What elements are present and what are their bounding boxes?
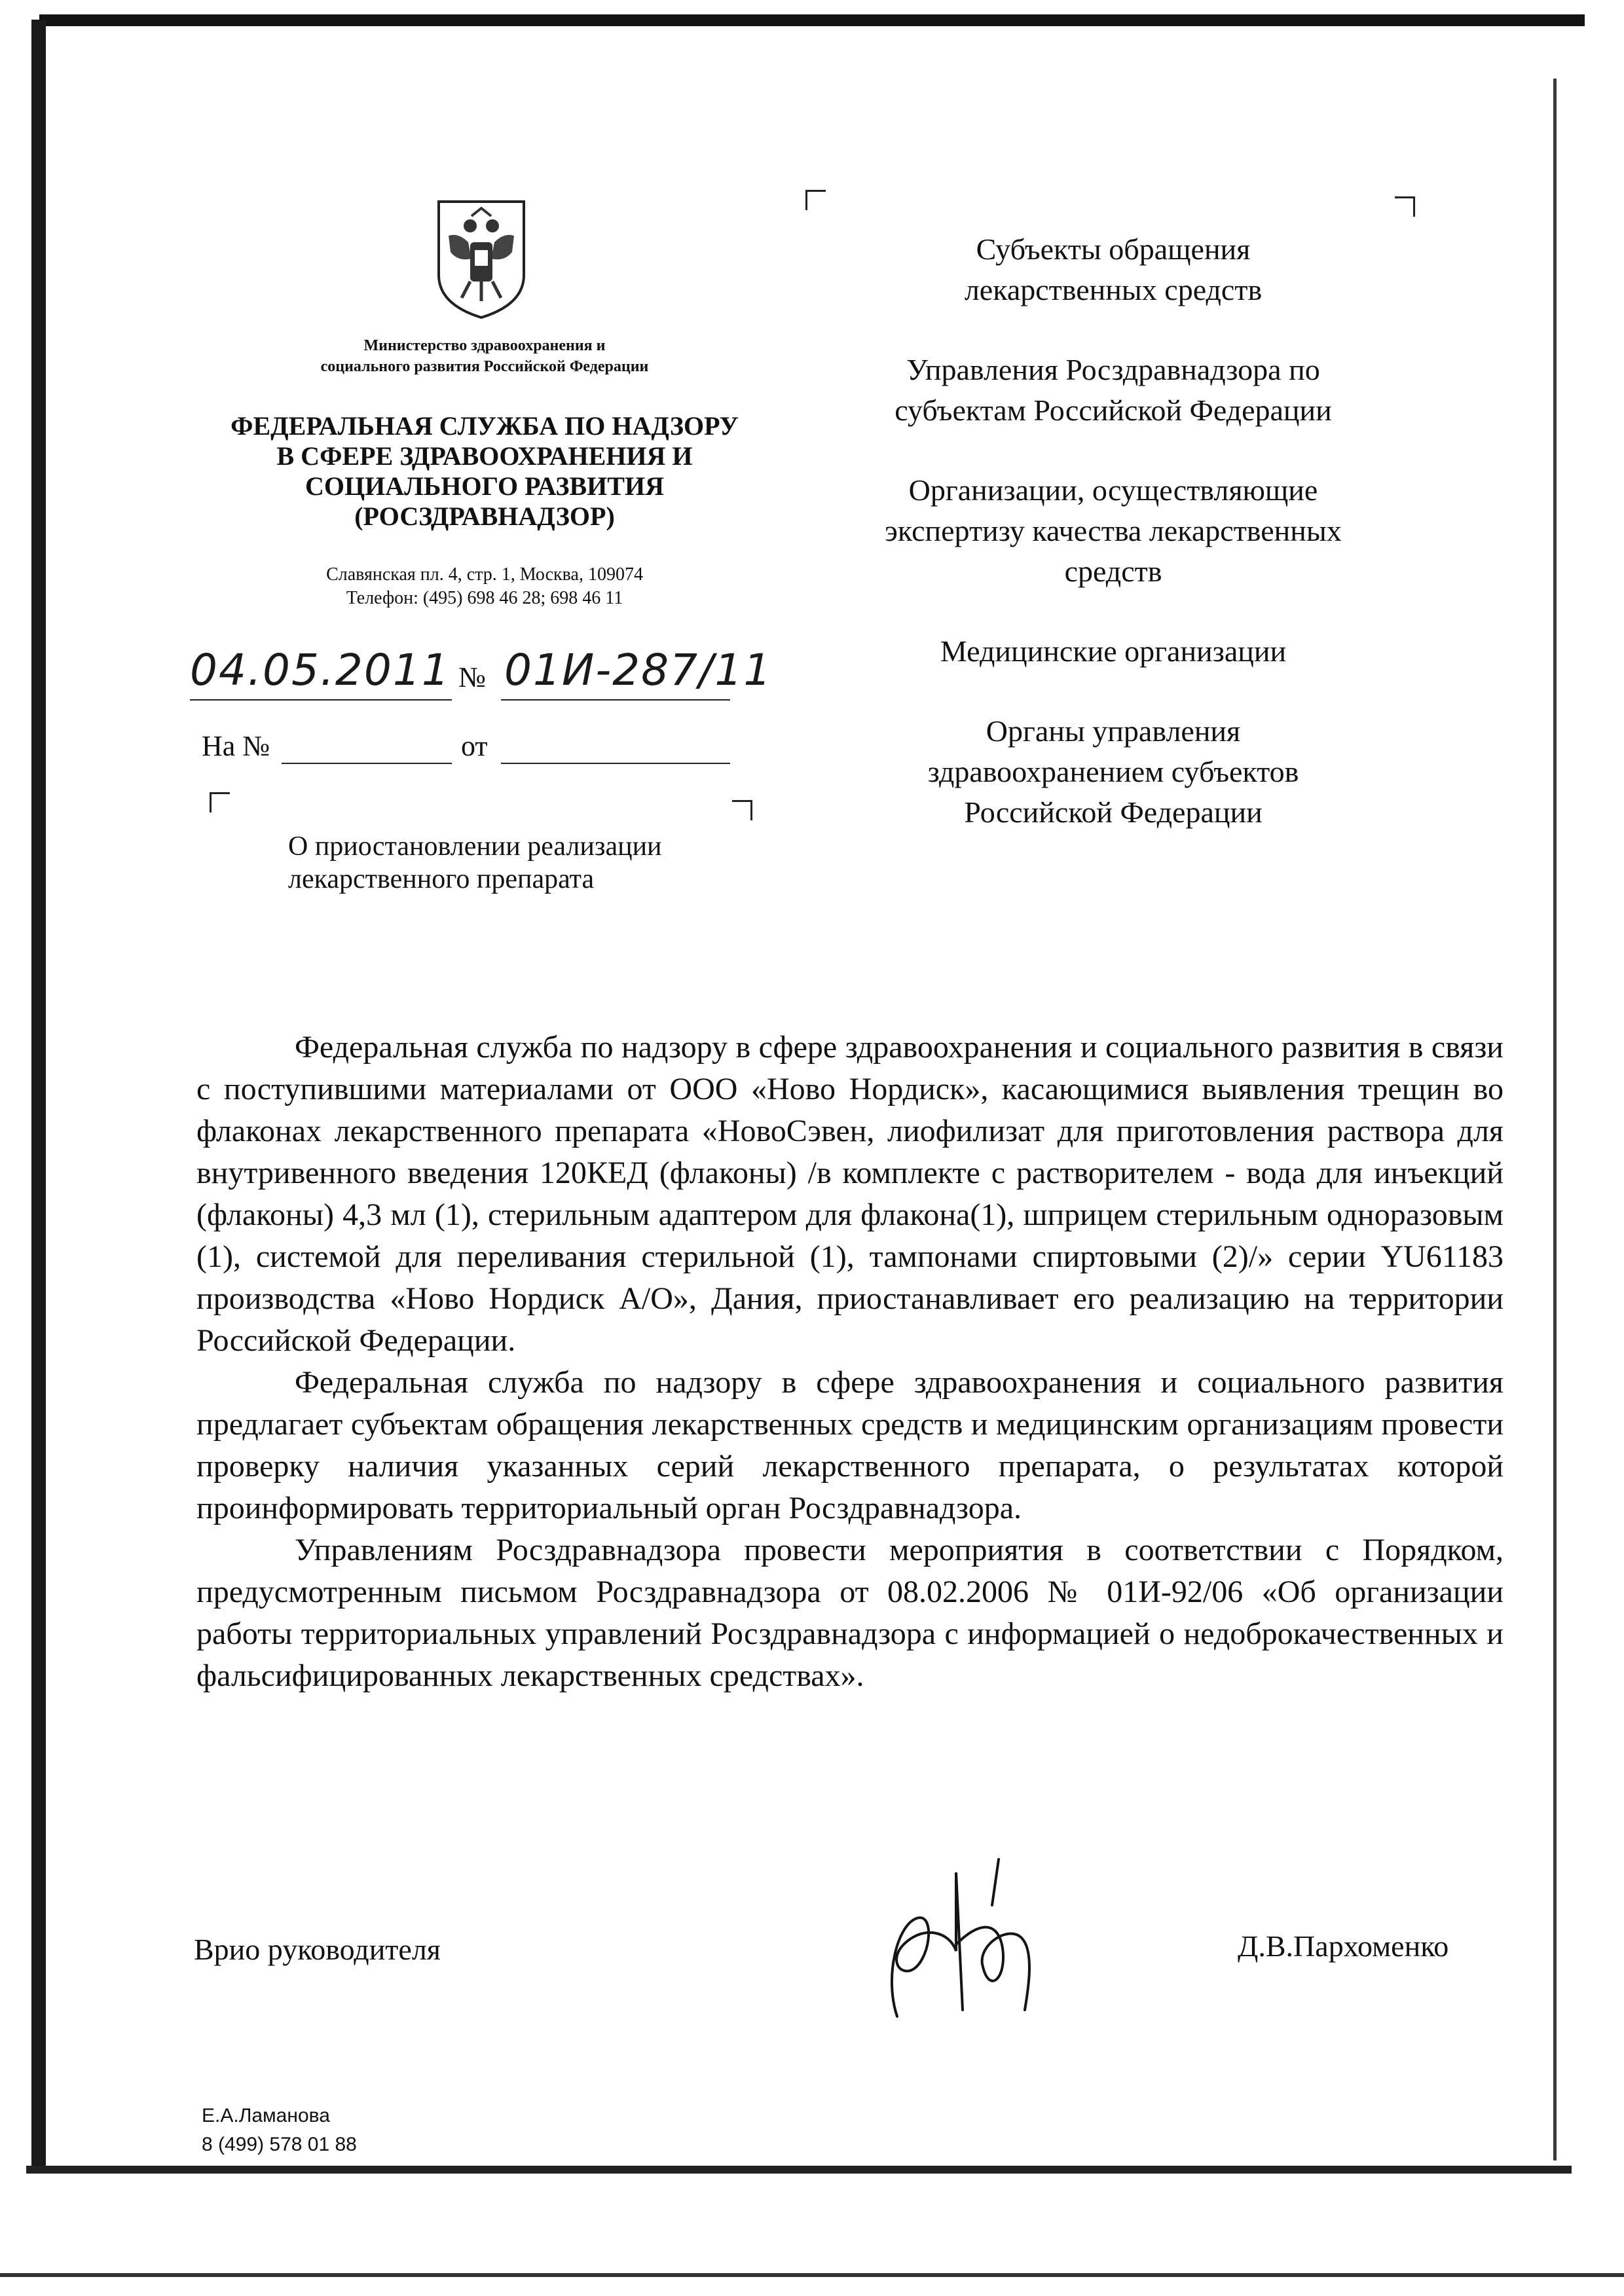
- agency-line: СОЦИАЛЬНОГО РАЗВИТИЯ: [305, 471, 664, 501]
- reply-number-label: На №: [202, 730, 270, 762]
- coat-of-arms-icon: [432, 196, 530, 321]
- scan-edge-left: [31, 20, 46, 2174]
- executor-name: Е.А.Ламанова: [202, 2105, 330, 2126]
- agency-name: [170, 411, 799, 532]
- addressee-list: [805, 229, 1421, 872]
- number-underline: [501, 699, 730, 701]
- address-line: Славянская пл. 4, стр. 1, Москва, 109074: [326, 564, 643, 585]
- executor-phone: 8 (499) 578 01 88: [202, 2134, 357, 2155]
- addressee-line: здравоохранением субъектов: [927, 755, 1299, 788]
- addressee-line: Управления Росздравнадзора по: [906, 353, 1320, 386]
- addressee-line: Организации, осуществляющие: [908, 473, 1318, 507]
- from-label: от: [461, 730, 488, 762]
- addressee-item: [805, 631, 1421, 672]
- addressee-item: [805, 350, 1421, 431]
- agency-line: В СФЕРЕ ЗДРАВООХРАНЕНИЯ И: [276, 441, 693, 471]
- scan-edge-bottom: [26, 2166, 1572, 2174]
- agency-line: (РОСЗДРАВНАДЗОР): [354, 501, 615, 531]
- scan-edge-right: [1553, 79, 1557, 2160]
- subject-line: О приостановлении реализации: [288, 831, 662, 862]
- signatory-name: Д.В.Пархоменко: [1238, 1929, 1449, 1963]
- subject: [288, 830, 681, 896]
- registration-number: 01И-287/11: [504, 645, 773, 695]
- addressee-line: Субъекты обращения: [976, 232, 1251, 266]
- signatory-role: Врио руководителя: [194, 1933, 441, 1966]
- addressee-item: [805, 711, 1421, 833]
- addressee-line: Медицинские организации: [940, 634, 1287, 668]
- handwritten-signature-icon: [858, 1846, 1054, 2030]
- agency-line: ФЕДЕРАЛЬНАЯ СЛУЖБА ПО НАДЗОРУ: [231, 411, 739, 441]
- subject-line: лекарственного препарата: [288, 864, 595, 894]
- addressee-item: [805, 229, 1421, 310]
- scan-edge-top: [39, 14, 1585, 26]
- scan-edge-bottom-outer: [0, 2273, 1624, 2277]
- addressee-bracket-left: [805, 190, 826, 210]
- addressee-line: средств: [1064, 555, 1162, 588]
- registration-date: 04.05.2011: [190, 645, 451, 695]
- reply-number-line: [282, 763, 452, 764]
- addressee-line: Органы управления: [986, 714, 1241, 748]
- body-paragraph: Управлениям Росздравнадзора провести мероприятия в соответствии с Порядком, предусмотренным письмом Росздравнадзора от 08.02.2006 № 01И-92/06 «Об организации работы территориальных управлений Росздравнадзора с информацией о недоброкачественных и фальсифицированных лекарственных средствах».: [196, 1533, 1504, 1693]
- subject-bracket-left: [210, 792, 230, 812]
- addressee-line: субъектам Российской Федерации: [895, 393, 1332, 427]
- ministry-name: [216, 335, 753, 377]
- addressee-bracket-right: [1395, 196, 1415, 217]
- addressee-line: Российской Федерации: [964, 795, 1263, 829]
- ministry-line: Министерство здравоохранения и: [363, 337, 606, 354]
- addressee-line: лекарственных средств: [964, 273, 1263, 306]
- addressee-line: экспертизу качества лекарственных: [885, 514, 1342, 547]
- agency-address: [216, 563, 753, 610]
- phone-line: Телефон: (495) 698 46 28; 698 46 11: [346, 588, 623, 608]
- body-paragraph: Федеральная служба по надзору в сфере здравоохранения и социального развития предлагает субъектам обращения лекарственных средств и медицинским организациям провести проверку наличия указанных серий лекарственного препарата, о результатах которой проинформировать территориальный орган Росздравнадзора.: [196, 1365, 1504, 1525]
- number-label: №: [458, 661, 486, 693]
- ministry-line: социального развития Российской Федерации: [320, 358, 649, 375]
- letter-body: [196, 1027, 1504, 1697]
- date-underline: [190, 699, 452, 701]
- subject-bracket-right: [732, 800, 752, 820]
- body-paragraph: Федеральная служба по надзору в сфере здравоохранения и социального развития в связи с поступившими материалами от ООО «Ново Нордиск», касающимися выявления трещин во флаконах лекарственного препарата «НовоСэвен, лиофилизат для приготовления раствора для внутривенного введения 120КЕД (флаконы) /в комплекте с растворителем - вода для инъекций (флаконы) 4,3 мл (1), стерильным адаптером для флакона(1), шприцем стерильным одноразовым (1), системой для переливания стерильной (1), тампонами спиртовыми (2)/» серии YU61183 производства «Ново Нордиск А/О», Дания, приостанавливает его реализацию на территории Российской Федерации.: [196, 1030, 1504, 1358]
- addressee-item: [805, 470, 1421, 592]
- from-date-line: [501, 763, 730, 764]
- executor-block: [202, 2102, 357, 2159]
